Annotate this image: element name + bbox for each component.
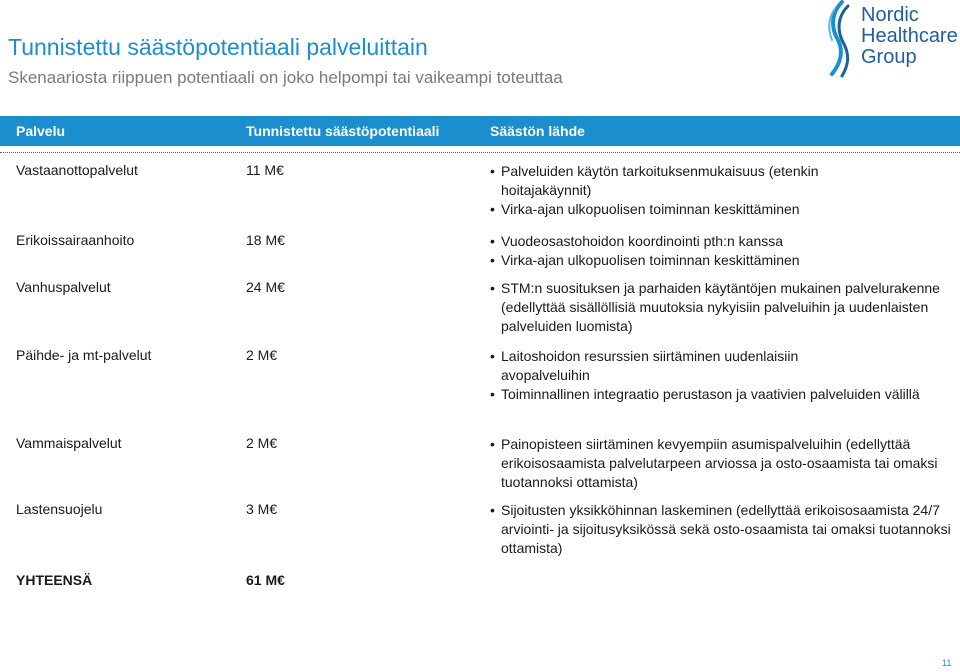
service-name: Vammaispalvelut — [16, 435, 122, 451]
row-divider — [0, 152, 960, 153]
list-item: • Vuodeosastohoidon koordinointi pth:n kanssa — [490, 232, 950, 251]
savings-source-list — [490, 232, 950, 270]
savings-amount: 24 M€ — [246, 279, 285, 295]
header-service: Palvelu — [16, 123, 66, 139]
table-header — [0, 116, 960, 146]
savings-source-list — [490, 501, 950, 558]
list-item: • Sijoitusten yksikköhinnan laskeminen (edellyttää erikoisosaamista 24/7 arviointi- ja sijoitusyksikössä sekä osto-osaamista tai omaksi tuotannoksi ottamista) — [490, 501, 956, 558]
page-title: Tunnistettu säästöpotentiaali palveluittain — [8, 34, 428, 60]
service-name: Lastensuojelu — [16, 501, 103, 517]
list-item: • Virka-ajan ulkopuolisen toiminnan keskittäminen — [490, 200, 950, 219]
page-number: 11 — [942, 658, 952, 668]
savings-amount: 18 M€ — [246, 232, 285, 248]
company-logo — [824, 0, 960, 78]
savings-amount: 2 M€ — [246, 435, 278, 451]
savings-source-list — [490, 435, 950, 492]
total-label: YHTEENSÄ — [16, 572, 93, 588]
savings-amount: 2 M€ — [246, 347, 278, 363]
savings-source-list — [490, 347, 950, 404]
list-item: • Painopisteen siirtäminen kevyempiin asumispalveluihin (edellyttää erikoisosaamista palvelutarpeen arviossa ja osto-osaamista tai omaksi tuotannoksi ottamista) — [490, 435, 951, 492]
header-savings-potential: Tunnistettu säästöpotentiaali — [246, 123, 440, 139]
header-savings-source: Säästön lähde — [490, 123, 585, 139]
list-item: • Palveluiden käytön tarkoituksenmukaisuus (etenkin hoitajakäynnit) — [490, 162, 861, 200]
savings-source-list — [490, 279, 950, 336]
logo-swoosh-icon — [824, 0, 860, 78]
service-name: Päihde- ja mt-palvelut — [16, 347, 152, 363]
total-amount: 61 M€ — [246, 572, 285, 588]
service-name: Vastaanottopalvelut — [16, 162, 138, 178]
savings-table — [0, 116, 960, 588]
page-subtitle: Skenaariosta riippuen potentiaali on joko helpompi tai vaikeampi toteuttaa — [8, 68, 563, 87]
list-item: • Laitoshoidon resurssien siirtäminen uudenlaisiin avopalveluihin — [490, 347, 871, 385]
logo-line-3: Group — [861, 46, 917, 68]
list-item: • STM:n suosituksen ja parhaiden käytäntöjen mukainen palvelurakenne (edellyttää sisällöllisiä muutoksia nykyisiin palveluihin ja uudenlaisten palveluiden luomista) — [490, 279, 941, 336]
savings-amount: 3 M€ — [246, 501, 278, 517]
logo-line-1: Nordic — [861, 4, 919, 26]
savings-amount: 11 M€ — [246, 162, 284, 178]
service-name: Vanhuspalvelut — [16, 279, 111, 295]
list-item: • Virka-ajan ulkopuolisen toiminnan keskittäminen — [490, 251, 950, 270]
service-name: Erikoissairaanhoito — [16, 232, 135, 248]
savings-source-list — [490, 162, 950, 219]
list-item: • Toiminnallinen integraatio perustason ja vaativien palveluiden välillä — [490, 385, 956, 404]
logo-wordmark — [861, 5, 958, 68]
logo-line-2: Healthcare — [861, 25, 958, 47]
